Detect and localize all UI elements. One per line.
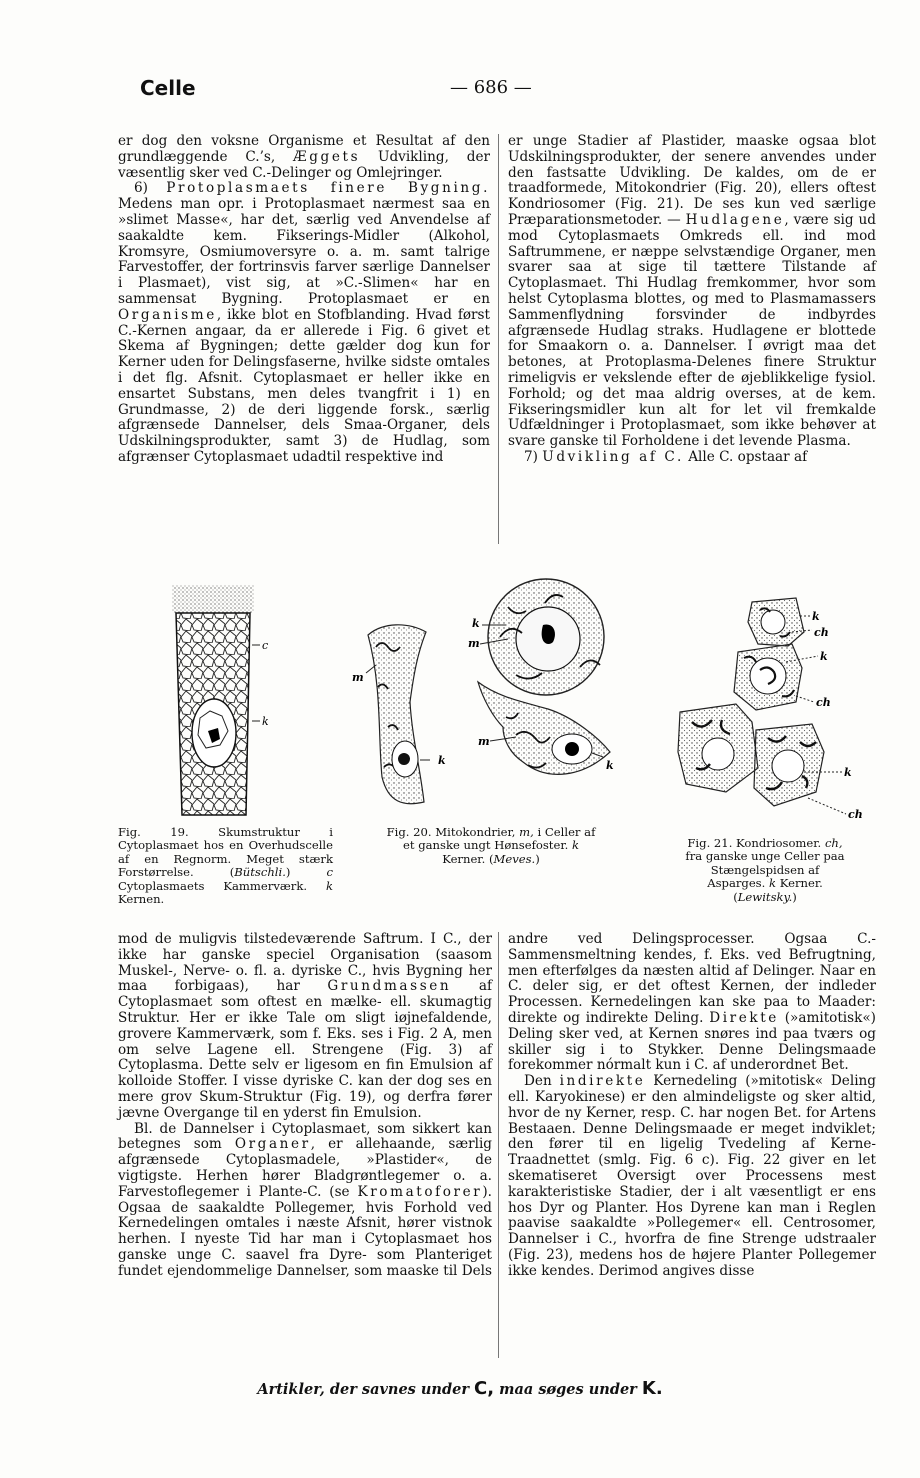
caption-italic: Bütschli. bbox=[234, 865, 286, 880]
caption-italic: m, bbox=[519, 825, 534, 839]
label-k: k bbox=[844, 766, 852, 779]
figure-20-mitochondria bbox=[348, 577, 628, 823]
caption-run: Fig. 20. Mitokondrier, bbox=[386, 825, 520, 839]
caption-run: i Celler af et ganske ungt Hønsefoster. bbox=[402, 825, 596, 853]
caption-run: ) bbox=[285, 865, 327, 880]
label-ch: ch bbox=[816, 696, 831, 709]
paragraph bbox=[118, 134, 490, 181]
label-k: k bbox=[438, 754, 446, 767]
caption-run: Kernen. bbox=[118, 892, 165, 907]
label-k: k bbox=[820, 650, 828, 663]
figure-21-caption bbox=[680, 837, 850, 904]
figure-19-foam-structure bbox=[170, 583, 280, 817]
emphasis-text: Grundmassen bbox=[327, 978, 452, 995]
figure-20-caption bbox=[386, 826, 596, 866]
text-run: , er allehaande, særlig afgrænsede Cytoplasmadele, »Plastider«, de vigtigste. Herhen hører Bladgrøntlegemer o. a. Farvestoflegemer i Plante-C. (se bbox=[118, 1136, 492, 1200]
column-divider bbox=[498, 932, 499, 1358]
text-run: Kernedeling (»mitotisk« Deling ell. Karyokinese) er den almindeligste og sker altid, hvor de ny Kerner, resp. C. har nogen Bet. for Artens Bestaaen. Denne Delingsmaade er meget indviklet; den fører til en ligelig Tvedeling af Kerne-Traadnettet (smlg. Fig. 6 c). Fig. 22 giver en let skematiseret Oversigt over Processens mest karakteristiske Stadier, der i alt væsentligt er ens hos Dyr og Planter. Hos Dyrene kan man i Reglen paavise saakaldte »Pollegemer« ell. Centrosomer, Dannelser i C., hvorfra de fine Strenge udstraaler (Fig. 23), medens hos de højere Planter Pollegemer ikke kendes. Derimod angives disse bbox=[508, 1073, 876, 1279]
cell-spindle bbox=[478, 682, 610, 774]
footer-letter-c: C, bbox=[474, 1378, 495, 1399]
label-c: c bbox=[262, 639, 269, 652]
text-run: er dog den voksne Organisme et Resultat af den grundlæggende C.’s, bbox=[118, 133, 490, 165]
caption-run: Kerner. ( bbox=[442, 851, 494, 866]
label-k: k bbox=[262, 715, 269, 728]
paragraph bbox=[118, 181, 490, 465]
page-header bbox=[140, 76, 880, 106]
text-run: Medens man opr. i Protoplasmaet nærmest saa en »slimet Masse«, har det, særlig ved Anvendelse af saakaldte kem. Fikserings-Midler (Alkohol, Kromsyre, Osmiumoversyre o. a. m. samt talrige Farvestoffer, der fortrinsvis farver særlige Dannelser i Plasmaet), vist sig, at »C.-Slimen« har en sammensat Bygning. Protoplasmaet er en bbox=[118, 196, 490, 307]
emphasis-text: Hudlagene bbox=[685, 211, 785, 228]
label-m: m bbox=[468, 637, 480, 650]
text-run: Den bbox=[524, 1073, 560, 1090]
paragraph bbox=[508, 450, 876, 466]
cuticle-region bbox=[172, 585, 254, 613]
footer-letter-k: K. bbox=[641, 1378, 663, 1399]
caption-run: ) bbox=[792, 889, 797, 904]
emphasis-text: indirekte bbox=[559, 1073, 646, 1090]
caption-italic: c bbox=[326, 865, 333, 880]
text-run: 6) bbox=[134, 180, 167, 197]
label-ch: ch bbox=[814, 626, 829, 639]
text-run: 7) bbox=[524, 448, 543, 465]
text-column-bottom-right bbox=[508, 932, 876, 1280]
text-column-top-right bbox=[508, 134, 876, 466]
text-run: af Cytoplasmaet som oftest en mælke- ell. skumagtig Struktur. Her er ikke Tale om sligt iøjnefaldende, grovere Kammerværk, som f. Eks. ses i Fig. 2 A, men om selve Lagene ell. Strengene (Fig. 3) af Cytoplasma. Dette selv er ligesom en fin Emulsion af kolloide Stoffer. I visse dyriske C. kan der dog ses en mere grov Skum-Struktur (Fig. 19), og derfra fører jævne Overgange til en yderst fin Emulsion. bbox=[118, 978, 492, 1121]
footer-text: Artikler, der savnes under bbox=[257, 1381, 475, 1398]
cell-elongated bbox=[368, 625, 426, 804]
caption-text bbox=[386, 826, 596, 866]
text-column-bottom-left bbox=[118, 932, 492, 1280]
column-divider bbox=[498, 134, 499, 544]
text-column-top-left bbox=[118, 134, 490, 466]
emphasis-text: Udvikling af C. bbox=[542, 448, 684, 465]
caption-italic: Meves. bbox=[493, 851, 536, 866]
emphasis-text: Æggets bbox=[293, 148, 361, 165]
emphasis-text: Organisme bbox=[118, 306, 217, 323]
emphasis-text: Protoplasmaets finere Bygning. bbox=[166, 180, 490, 197]
caption-run: ) bbox=[535, 851, 540, 866]
label-m: m bbox=[478, 735, 490, 748]
text-run: mod de muligvis tilstedeværende Saftrum. I C., der ikke har ganske speciel Organisation (saasom Muskel-, Nerve- o. fl. a. dyriske C., hvis Bygning her maa forbigaas), har bbox=[118, 931, 492, 995]
emphasis-text: Direkte bbox=[709, 1009, 779, 1026]
caption-text bbox=[680, 837, 850, 904]
text-run: , ikke blot en Stofblanding. Hvad først C.-Kernen angaar, da er allerede i Fig. 6 givet et Skema af Bygningen; dette gælder dog kun for Kerner uden for Delingsfaserne, hvilke sidste omtales i det flg. Afsnit. Cytoplasmaet er heller ikke en ensartet Substans, men deles tvangfrit i 1) en Grundmasse, 2) de deri liggende forsk., særlig afgrænsede Dannelser, dels Smaa-Organer, dels Udskilningsprodukter, samt 3) de Hudlag, som afgrænser Cytoplasmaet udadtil respektive ind bbox=[118, 306, 490, 465]
emphasis-text: Kromatoforer bbox=[357, 1183, 483, 1200]
caption-text bbox=[118, 826, 333, 906]
caption-italic: k bbox=[769, 876, 777, 891]
emphasis-text: Organer bbox=[234, 1136, 311, 1153]
text-run: Udvikling, der væsentlig sker ved C.-Delinger og Omlejringer. bbox=[118, 148, 490, 181]
paragraph bbox=[118, 1122, 492, 1280]
text-run: er unge Stadier af Plastider, maaske ogsaa blot Udskilningsprodukter, der senere anvendes under den fastsatte Udvikling. De kaldes, om de er traadformede, Mitokondrier (Fig. 20), ellers oftest Kondriosomer (Fig. 21). De ses kun ved særlige Præparationsmetoder. — bbox=[508, 133, 876, 228]
caption-italic: k bbox=[325, 878, 333, 893]
caption-run: Fig. 19. Skumstruktur i Cytoplasmaet hos en Overhudscelle af en Regnorm. Meget stærk Forstørrelse. ( bbox=[118, 825, 333, 880]
text-run: Alle C. opstaar af bbox=[683, 448, 808, 465]
caption-italic: Lewitsky. bbox=[737, 889, 793, 904]
article-title: Celle bbox=[140, 76, 196, 100]
caption-run: Cytoplasmaets Kammerværk. bbox=[118, 878, 326, 893]
label-k: k bbox=[472, 617, 480, 630]
text-run: , være sig ud mod Cytoplasmaets Omkreds ell. ind mod Saftrummene, er næppe selvstændige Organer, men svarer saa at sige til tættere Tilstande af Cytoplasmaet. Thi Hudlag fremkommer, hvor som helst Cytoplasma blottes, og med to Plasmamassers Sammenflydning forsvinder de indbyrdes afgrænsede Hudlag straks. Hudlagene er blottede for Smaakorn o. a. Dannelser. I øvrigt maa det betones, at Protoplasma-Delenes finere Struktur rimeligvis er vekslende efter de øjeblikkelige fysiol. Forhold; og det maa aldrig overses, at de kem. Fikseringsmidler kun alt for let vil fremkalde Udfældninger i Protoplasmaet, som ikke behøver at svare ganske til Forholdene i det levende Plasma. bbox=[508, 211, 876, 450]
caption-run: Kerner. ( bbox=[733, 876, 823, 904]
paragraph bbox=[508, 1074, 876, 1279]
label-ch: ch bbox=[848, 808, 863, 821]
figure-21-chondriosomes bbox=[676, 592, 872, 828]
text-run: ). Ogsaa de saakaldte Pollegemer, hvis Forhold ved Kernedelingen omtales i næste Afsnit, hører vistnok herhen. I nyeste Tid har man i Cytoplasmaet hos ganske unge C. saavel fra Dyre- som Planteriget fundet ejendommelige Dannelser, som maaske til Dels bbox=[118, 1183, 492, 1279]
footer-text: maa søges under bbox=[494, 1381, 642, 1398]
caption-italic: k bbox=[571, 838, 579, 853]
text-run: andre ved Delingsprocesser. Ogsaa C.-Sammensmeltning kendes, f. Eks. ved Befrugtning, men efterfølges da næsten altid af Delinger. Naar en C. deler sig, er det oftest Kernen, der indleder Processen. Kernedelingen kan ske paa to Maader: direkte og indirekte Deling. bbox=[508, 931, 876, 1026]
paragraph bbox=[508, 134, 876, 450]
label-k: k bbox=[606, 759, 614, 772]
caption-run: fra ganske unge Celler paa Stængelspidsen af Asparges. bbox=[685, 849, 845, 891]
page-number: — 686 — bbox=[450, 77, 532, 98]
caption-italic: ch, bbox=[824, 836, 843, 850]
paragraph bbox=[508, 932, 876, 1074]
text-run: Bl. de Dannelser i Cytoplasmaet, som sikkert kan betegnes som bbox=[118, 1120, 492, 1153]
paragraph bbox=[118, 932, 492, 1122]
figure-19-caption bbox=[118, 826, 333, 906]
footer-note bbox=[0, 1378, 920, 1399]
label-k: k bbox=[812, 610, 820, 623]
caption-run: Fig. 21. Kondriosomer. bbox=[687, 836, 825, 850]
label-m: m bbox=[352, 671, 364, 684]
text-run: (»amitotisk«) Deling sker ved, at Kernen snøres ind paa tværs og skiller sig i to Stykker. Denne Delingsmaade forekommer nórmalt kun i C. af underordnet Bet. bbox=[508, 1009, 876, 1074]
